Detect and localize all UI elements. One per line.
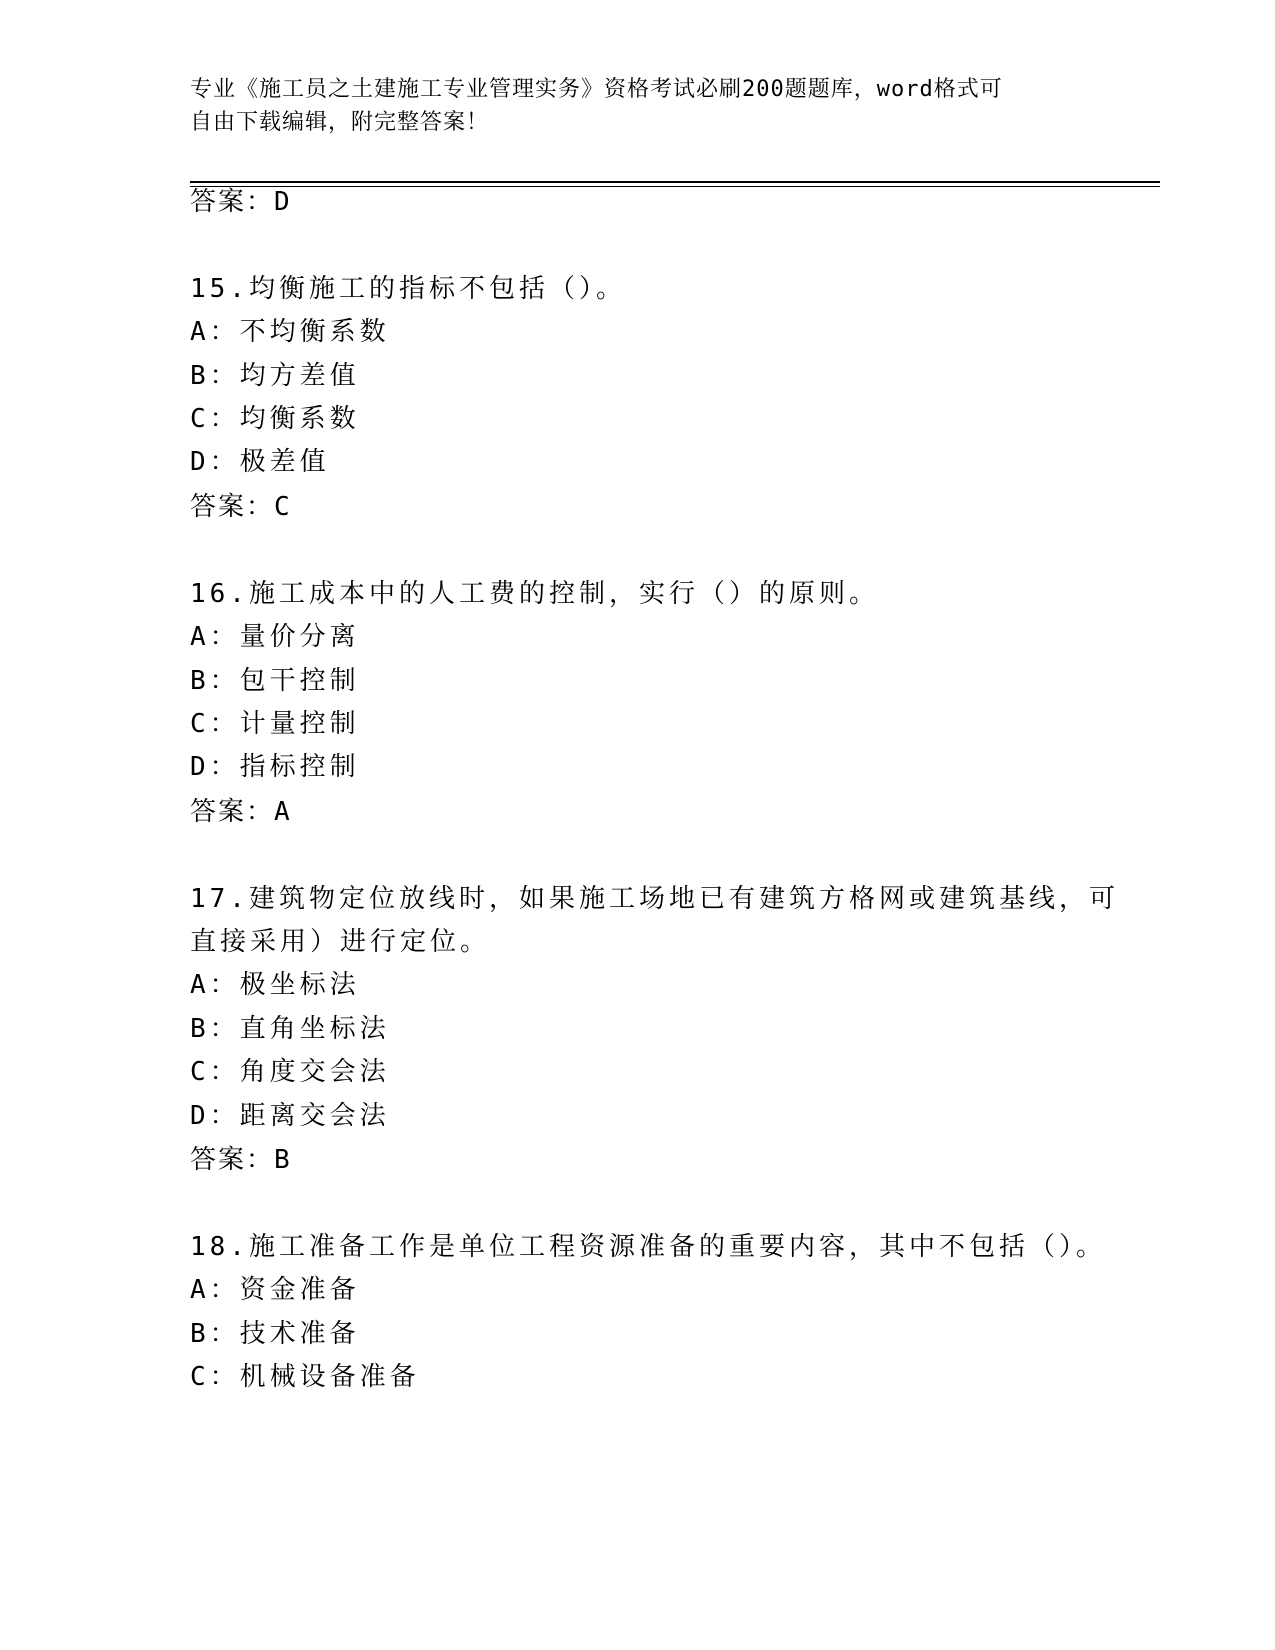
question-stem: 18.施工准备工作是单位工程资源准备的重要内容，其中不包括（）。 [190, 1232, 1106, 1262]
question-stem-line-2: 直接采用）进行定位。 [190, 927, 491, 957]
answer-label: 答案： [190, 797, 275, 827]
question-option: C：计量控制 [190, 709, 360, 739]
header-line-1: 专业《施工员之土建施工专业管理实务》资格考试必刷200题题库，word格式可 [190, 77, 1003, 102]
question-option: A：资金准备 [190, 1275, 360, 1305]
header-rule-thin [190, 186, 1160, 187]
question-option: B：均方差值 [190, 361, 360, 391]
answer-value: C [274, 492, 292, 522]
question-option: D：极差值 [190, 447, 330, 477]
question-option: A：量价分离 [190, 622, 360, 652]
question-option: C：机械设备准备 [190, 1362, 420, 1392]
answer-line [190, 489, 292, 525]
question-option: B：技术准备 [190, 1319, 360, 1349]
answer-line [190, 794, 292, 830]
answer-label: 答案： [190, 1145, 275, 1175]
question-option: A：极坐标法 [190, 970, 360, 1000]
answer-value: A [274, 797, 292, 827]
answer-line [190, 1142, 292, 1178]
question-stem-line-1: 17.建筑物定位放线时，如果施工场地已有建筑方格网或建筑基线，可 [190, 884, 1119, 914]
answer-value: D [274, 187, 292, 217]
question-option: D：指标控制 [190, 752, 360, 782]
question-option: C：均衡系数 [190, 404, 360, 434]
question-option: C：角度交会法 [190, 1057, 390, 1087]
question-stem: 16.施工成本中的人工费的控制，实行（）的原则。 [190, 579, 879, 609]
question-option: B：直角坐标法 [190, 1014, 390, 1044]
answer-label: 答案： [190, 187, 275, 217]
question-option: A：不均衡系数 [190, 317, 390, 347]
answer-line [190, 184, 292, 220]
document-header [190, 73, 1080, 139]
answer-label: 答案： [190, 492, 275, 522]
answer-value: B [274, 1145, 292, 1175]
question-stem: 15.均衡施工的指标不包括（）。 [190, 274, 626, 304]
question-option: B：包干控制 [190, 666, 360, 696]
question-option: D：距离交会法 [190, 1101, 390, 1131]
header-line-2: 自由下载编辑，附完整答案！ [190, 110, 490, 135]
header-rule-thick [190, 181, 1160, 183]
